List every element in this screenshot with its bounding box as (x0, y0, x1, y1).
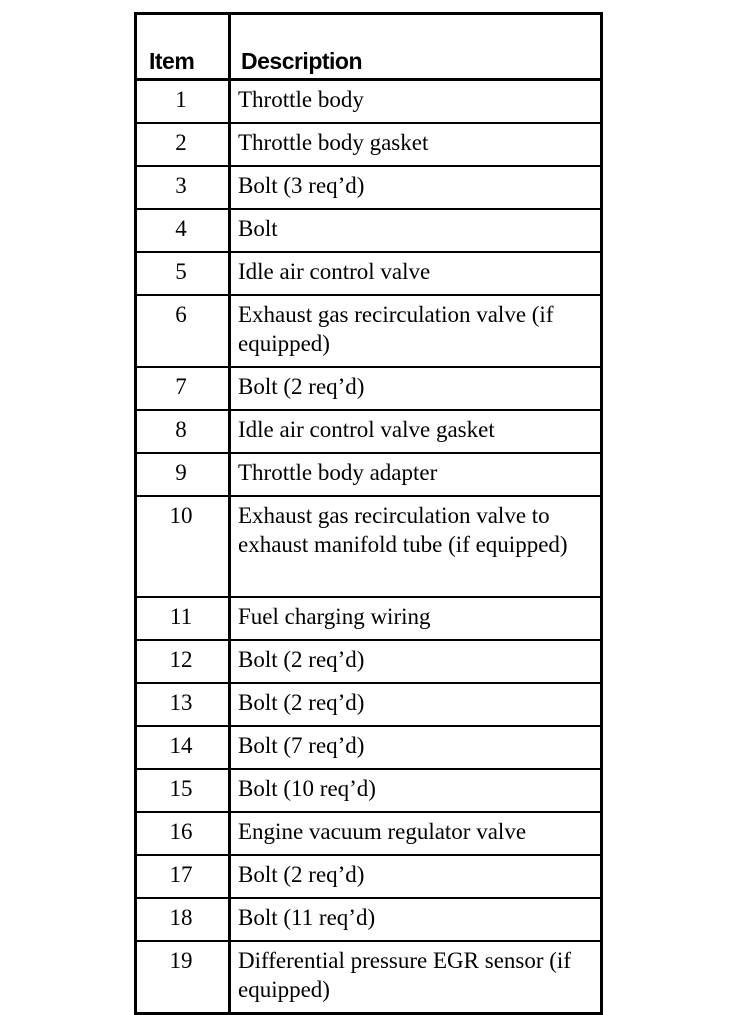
description-cell: Bolt (2 req’d) (230, 683, 602, 726)
table-row (136, 941, 602, 1014)
description-cell: Bolt (3 req’d) (230, 166, 602, 209)
header-row (136, 14, 602, 80)
table-row (136, 252, 602, 295)
item-number-cell: 13 (136, 683, 230, 726)
item-number-cell: 4 (136, 209, 230, 252)
table-row (136, 367, 602, 410)
description-cell: Engine vacuum regulator valve (230, 812, 602, 855)
parts-table (134, 12, 603, 1015)
item-number-cell: 7 (136, 367, 230, 410)
description-cell: Throttle body adapter (230, 453, 602, 496)
item-number-cell: 19 (136, 941, 230, 1014)
item-number-cell: 18 (136, 898, 230, 941)
description-cell: Fuel charging wiring (230, 597, 602, 640)
table-row (136, 812, 602, 855)
description-cell: Bolt (230, 209, 602, 252)
description-cell: Idle air control valve gasket (230, 410, 602, 453)
table-row (136, 80, 602, 124)
item-number-cell: 17 (136, 855, 230, 898)
item-number-cell: 8 (136, 410, 230, 453)
item-number-cell: 9 (136, 453, 230, 496)
item-number-cell: 6 (136, 295, 230, 367)
description-cell: Differential pressure EGR sensor (if equipped) (230, 941, 602, 1014)
item-number-cell: 14 (136, 726, 230, 769)
description-cell: Bolt (7 req’d) (230, 726, 602, 769)
table-row (136, 597, 602, 640)
item-number-cell: 2 (136, 123, 230, 166)
item-number-cell: 15 (136, 769, 230, 812)
table-row (136, 898, 602, 941)
table-row (136, 166, 602, 209)
item-number-cell: 11 (136, 597, 230, 640)
description-cell: Idle air control valve (230, 252, 602, 295)
table-row (136, 410, 602, 453)
description-cell: Bolt (2 req’d) (230, 367, 602, 410)
description-cell: Bolt (11 req’d) (230, 898, 602, 941)
description-cell: Exhaust gas recirculation valve to exhaust manifold tube (if equipped) (230, 496, 602, 597)
table-body (136, 80, 602, 1014)
description-cell: Bolt (2 req’d) (230, 855, 602, 898)
description-cell: Bolt (2 req’d) (230, 640, 602, 683)
table-row (136, 453, 602, 496)
table-row (136, 209, 602, 252)
description-column-header: Description (230, 14, 602, 80)
table-row (136, 726, 602, 769)
item-number-cell: 10 (136, 496, 230, 597)
table-row (136, 769, 602, 812)
description-cell: Throttle body gasket (230, 123, 602, 166)
table-row (136, 683, 602, 726)
item-number-cell: 3 (136, 166, 230, 209)
item-number-cell: 16 (136, 812, 230, 855)
description-cell: Exhaust gas recirculation valve (if equipped) (230, 295, 602, 367)
table-row (136, 640, 602, 683)
item-number-cell: 5 (136, 252, 230, 295)
table-row (136, 496, 602, 597)
item-number-cell: 1 (136, 80, 230, 124)
table-row (136, 123, 602, 166)
table-row (136, 295, 602, 367)
description-cell: Throttle body (230, 80, 602, 124)
item-number-cell: 12 (136, 640, 230, 683)
table-row (136, 855, 602, 898)
item-column-header: Item (136, 14, 230, 80)
description-cell: Bolt (10 req’d) (230, 769, 602, 812)
